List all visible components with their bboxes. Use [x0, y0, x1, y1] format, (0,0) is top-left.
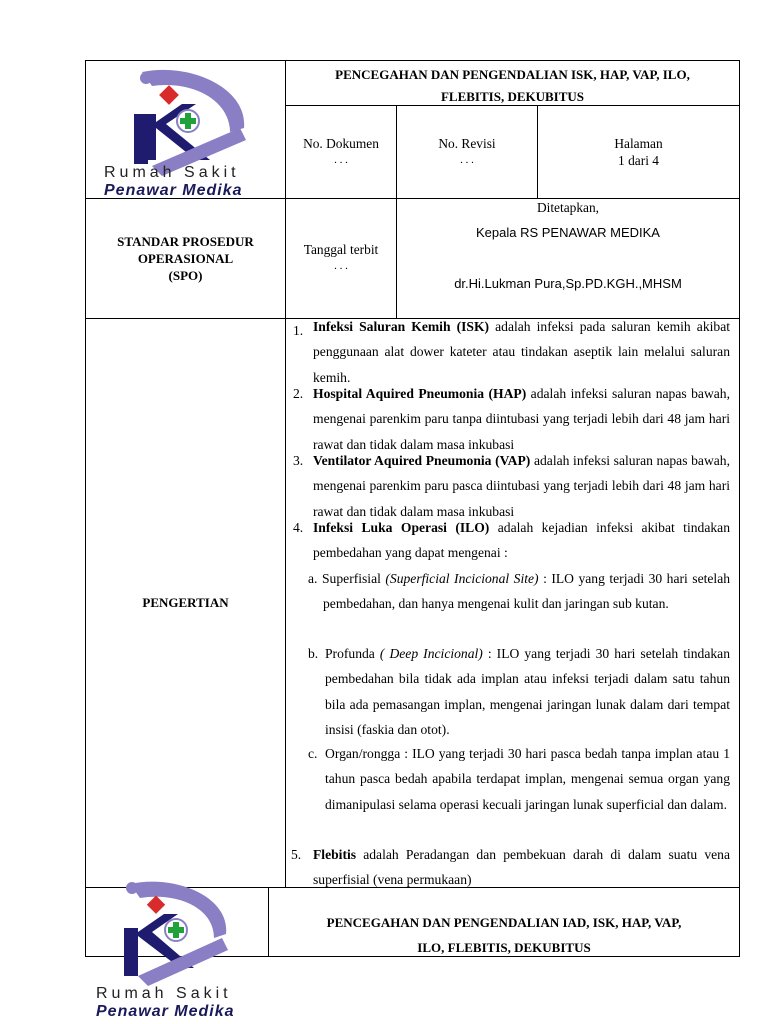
sub-item-b-italic: ( Deep Incicional) — [379, 646, 483, 661]
no-revisi-value: . . . — [460, 154, 474, 166]
no-dokumen-cell — [286, 135, 396, 169]
halaman-cell — [538, 135, 739, 169]
sub-item-a-lead: Superfisial — [322, 571, 386, 586]
item-3-text — [313, 448, 730, 524]
halaman-label: Halaman — [614, 136, 663, 151]
tanggal-terbit-label: Tanggal terbit — [303, 242, 379, 257]
item-5-number: 5. — [291, 847, 302, 862]
spo-label-line1: STANDAR PROSEDUR — [117, 234, 254, 249]
ditetapkan-label: Ditetapkan, — [536, 200, 600, 215]
footer-logo-text-line2: Penawar Medika — [96, 1003, 235, 1020]
item-2-text — [313, 381, 730, 457]
logo-text-line1: Rumah Sakit — [104, 164, 240, 181]
item-4-definition: adalah kejadian infeksi akibat tindakan pembedahan yang dapat mengenai : — [313, 520, 730, 561]
logo-text-line2: Penawar Medika — [104, 182, 243, 199]
item-2-term: Hospital Aquired Pneumonia (HAP) — [313, 386, 527, 401]
item-4-number: 4. — [293, 520, 304, 535]
sub-item-b-definition: : ILO yang terjadi 30 hari setelah tindakan pembedahan bila tidak ada implan atau infeksi terjadi dalam satu tahun bila ada pemasangan implan, mengenai jaringan lunak dalam dari tempat insisi (faskia dan otot). — [325, 646, 730, 737]
item-4-text — [313, 515, 730, 566]
document-title-line1: PENCEGAHAN DAN PENGENDALIAN ISK, HAP, VAP, ILO, — [335, 67, 690, 82]
sub-item-b-text — [325, 641, 730, 742]
pengertian-label: PENGERTIAN — [142, 595, 229, 610]
footer-hospital-logo — [94, 878, 264, 988]
item-2-number: 2. — [293, 386, 304, 401]
sub-item-c-lead: Organ/rongga — [325, 746, 401, 761]
footer-title-line2: ILO, FLEBITIS, DEKUBITUS — [417, 940, 591, 955]
no-revisi-cell — [397, 135, 537, 169]
spo-label — [86, 233, 285, 284]
item-1-term: Infeksi Saluran Kemih (ISK) — [313, 319, 490, 334]
sub-item-a-definition: : ILO yang terjadi 30 hari setelah pembedahan, dan hanya mengenai kulit dan jaringan sub kutan. — [323, 571, 731, 612]
no-revisi-label: No. Revisi — [438, 136, 496, 151]
dokter-name: dr.Hi.Lukman Pura,Sp.PD.KGH.,MHSM — [454, 276, 682, 291]
sub-item-a-text — [323, 566, 730, 617]
sub-item-a-italic: (Superficial Incicional Site) — [385, 571, 539, 586]
item-5-term: Flebitis — [313, 847, 357, 862]
item-3-term: Ventilator Aquired Pneumonia (VAP) — [313, 453, 531, 468]
sub-item-a-letter: a. — [308, 571, 318, 586]
sub-item-c-definition: : ILO yang terjadi 30 hari pasca bedah tanpa implan atau 1 tahun pasca bedah apabila terdapat implan, mengenai semua organ yang dimanipulasi selama operasi kecuali jaringan lunak superficial dan dalam. — [325, 746, 730, 812]
item-2-definition: adalah infeksi saluran napas bawah, mengenai parenkim paru tanpa diintubasi yang terjadi lebih dari 48 jam hari rawat dan tidak dalam masa inkubasi — [313, 386, 730, 452]
sub-item-c-letter: c. — [308, 746, 318, 761]
item-5-text — [313, 842, 730, 893]
footer-title — [269, 910, 739, 960]
tanggal-terbit-value: . . . — [334, 260, 348, 272]
item-1-number: 1. — [293, 323, 304, 338]
no-dokumen-value: . . . — [334, 154, 348, 166]
item-5-definition: adalah Peradangan dan pembekuan darah di dalam suatu vena superfisial (vena permukaan) — [313, 847, 730, 888]
spo-label-line2: OPERASIONAL — [137, 251, 234, 266]
kepala-label: Kepala RS PENAWAR MEDIKA — [476, 225, 660, 240]
item-3-number: 3. — [293, 453, 304, 468]
footer-logo-text-line1: Rumah Sakit — [96, 985, 232, 1002]
spo-label-line3: (SPO) — [168, 268, 203, 283]
sub-item-b-lead: Profunda — [325, 646, 380, 661]
footer-hospital-logo-icon — [94, 878, 264, 988]
item-1-definition: adalah infeksi pada saluran kemih akibat penggunaan alat dower kateter atau tindakan aseptik lain melalui saluran kemih. — [313, 319, 730, 385]
footer-title-line1: PENCEGAHAN DAN PENGENDALIAN IAD, ISK, HAP, VAP, — [326, 915, 682, 930]
item-1-text — [313, 314, 730, 390]
tanggal-terbit-cell — [286, 241, 396, 275]
item-3-definition: adalah infeksi saluran napas bawah, mengenai parenkim paru pasca diintubasi yang terjadi lebih dari 48 jam hari rawat dan tidak dalam masa inkubasi — [313, 453, 730, 519]
document-title — [286, 64, 739, 108]
halaman-value: 1 dari 4 — [618, 153, 659, 168]
document-title-line2: FLEBITIS, DEKUBITUS — [440, 89, 585, 104]
sub-item-b-letter: b. — [308, 646, 319, 661]
sub-item-c-text — [325, 741, 730, 817]
no-dokumen-label: No. Dokumen — [303, 136, 379, 151]
item-4-term: Infeksi Luka Operasi (ILO) — [313, 520, 490, 535]
